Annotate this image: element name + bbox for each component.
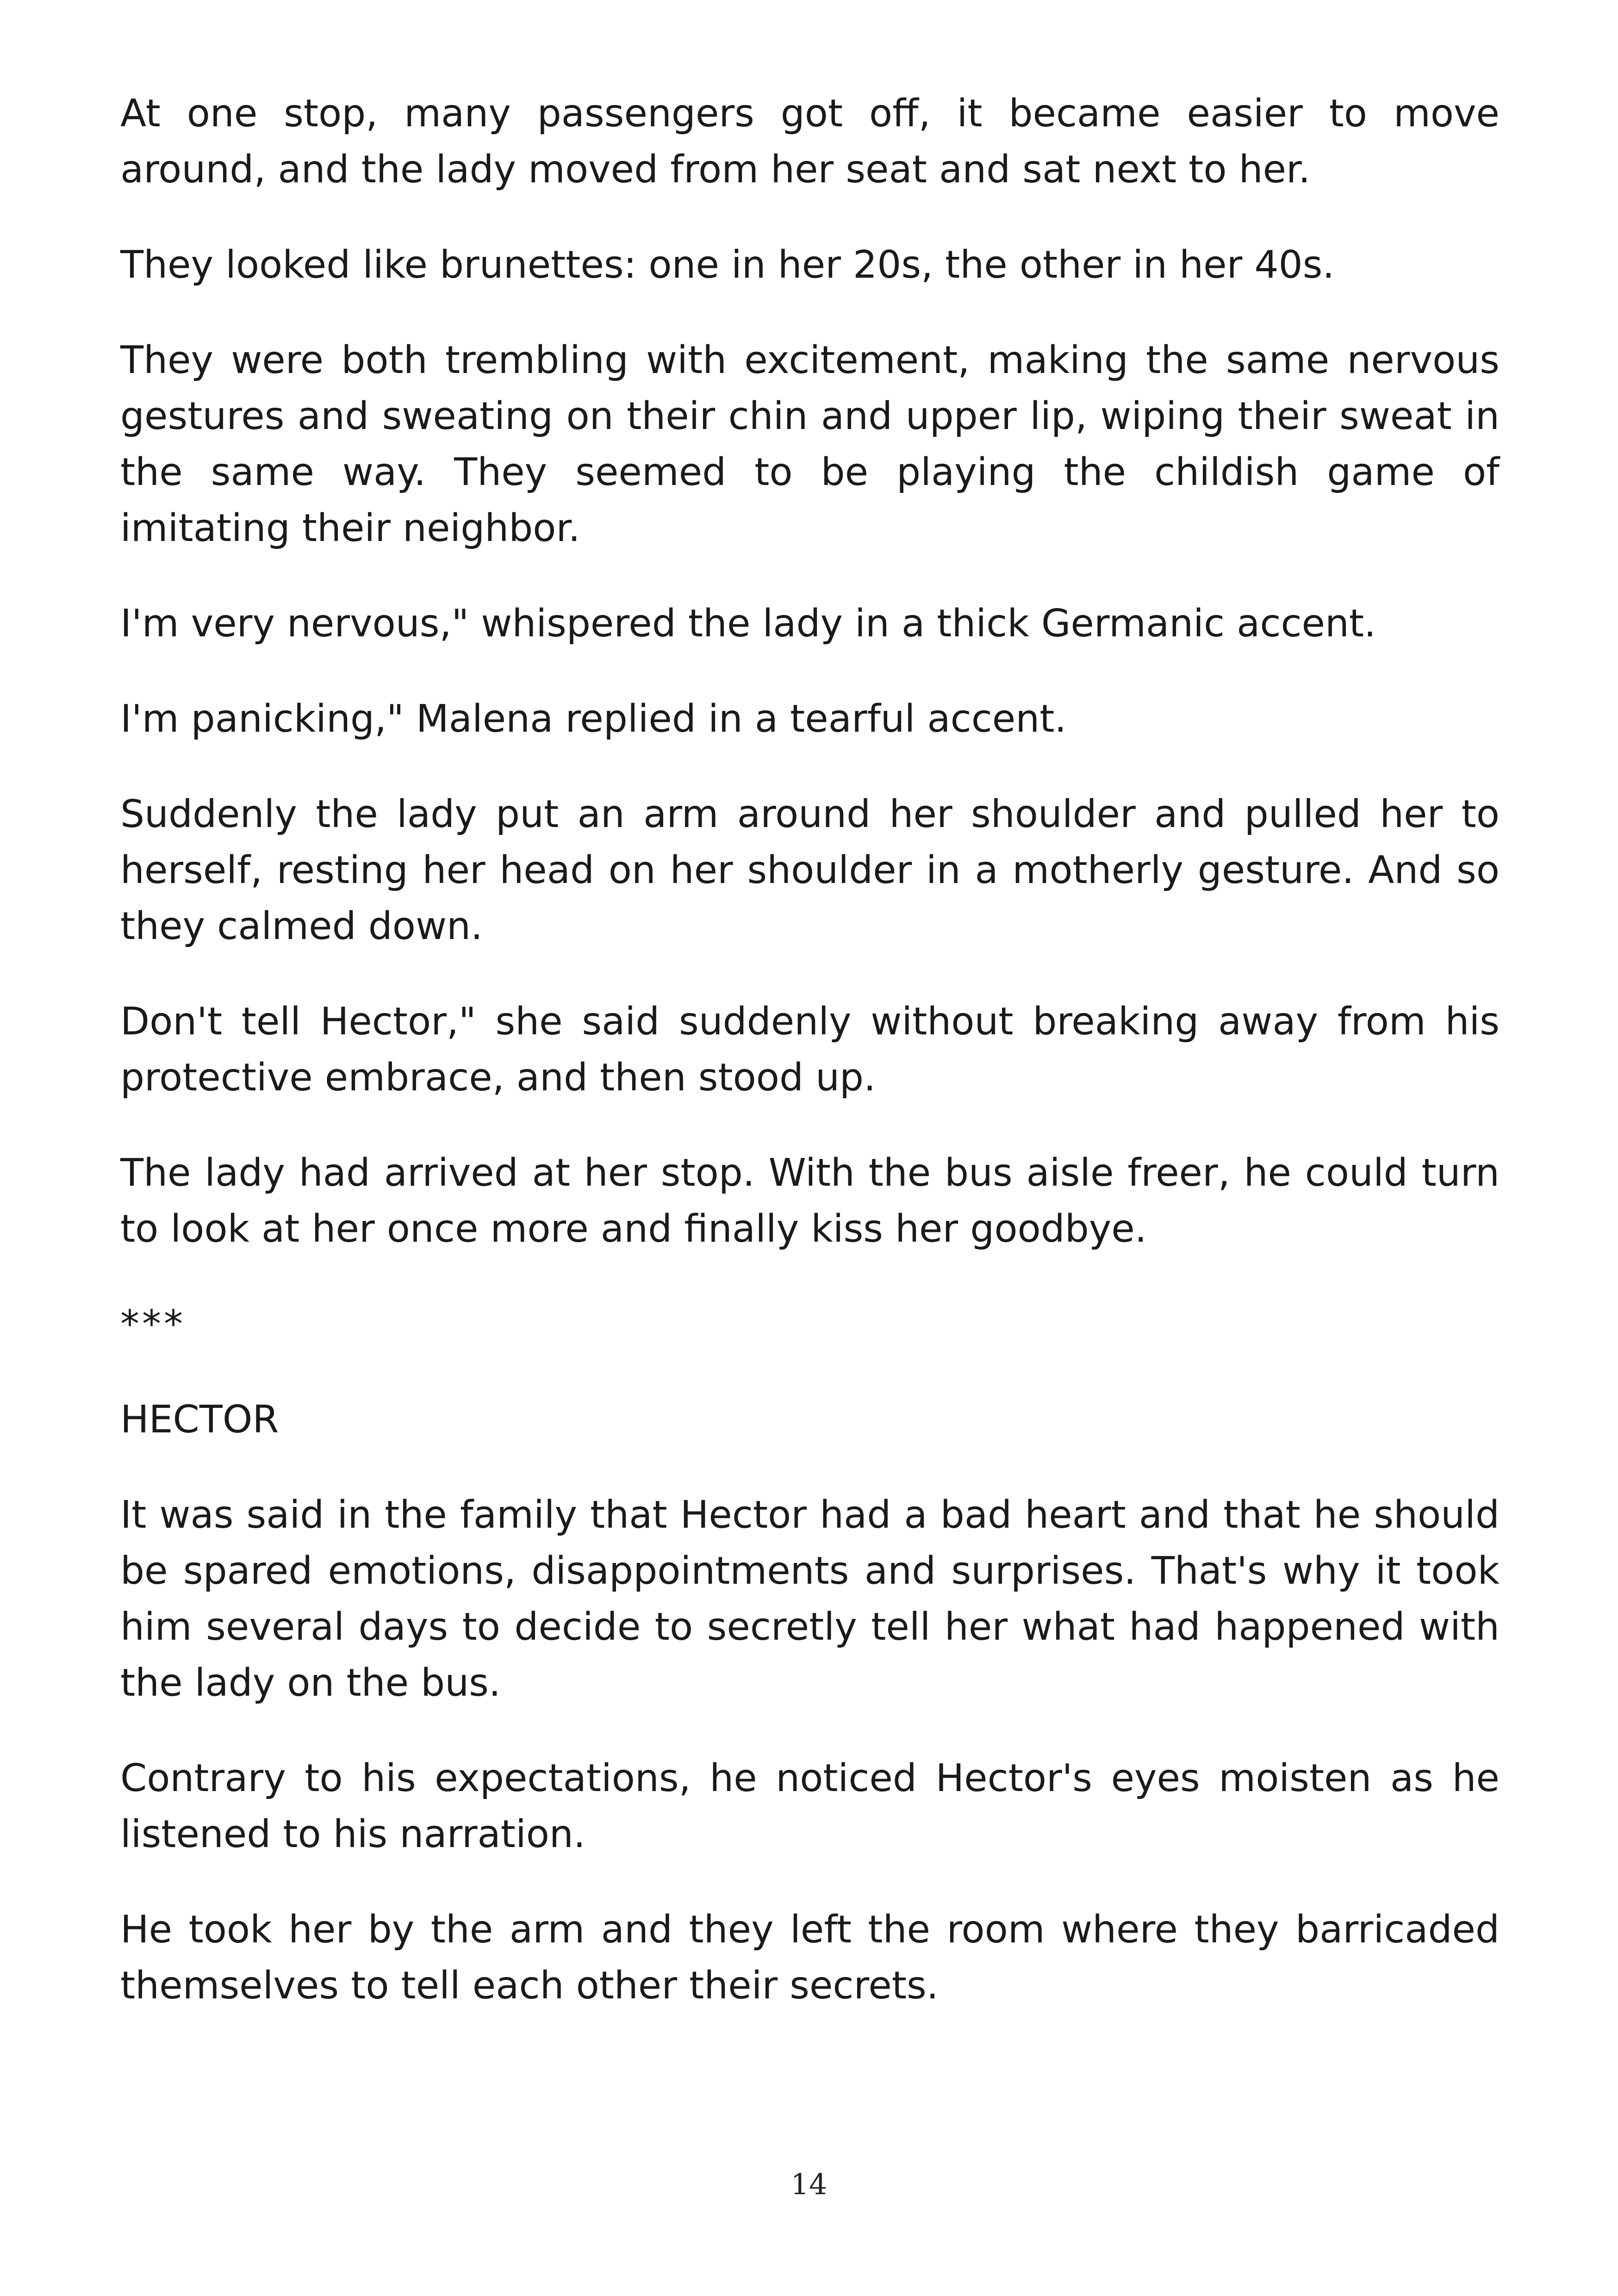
paragraph: They were both trembling with excitement, making the same nervous gestures and sweating on their chin and upper lip, wiping their sweat in the same way. They seemed to be playing the childish game of imitating their neighbor. xyxy=(120,338,1500,550)
paragraph: I'm panicking," Malena replied in a tearful accent. xyxy=(120,697,1067,741)
page-number: 14 xyxy=(790,2167,828,2201)
paragraph: I'm very nervous," whispered the lady in a thick Germanic accent. xyxy=(120,602,1376,646)
paragraph: Contrary to his expectations, he noticed Hector's eyes moisten as he listened to his narration. xyxy=(120,1756,1500,1856)
document-page xyxy=(120,86,1500,2053)
paragraph: It was said in the family that Hector had a bad heart and that he should be spared emotions, disappointments and surprises. That's why it took him several days to decide to secretly tell her what had happened with the lady on the bus. xyxy=(120,1493,1500,1705)
paragraph: He took her by the arm and they left the room where they barricaded themselves to tell each other their secrets. xyxy=(120,1908,1500,2008)
paragraph: The lady had arrived at her stop. With the bus aisle freer, he could turn to look at her once more and finally kiss her goodbye. xyxy=(120,1151,1500,1251)
paragraph: Don't tell Hector," she said suddenly without breaking away from his protective embrace, and then stood up. xyxy=(120,1000,1500,1100)
section-heading: HECTOR xyxy=(120,1398,279,1442)
section-separator: *** xyxy=(120,1302,186,1346)
paragraph: Suddenly the lady put an arm around her shoulder and pulled her to herself, resting her head on her shoulder in a motherly gesture. And so they calmed down. xyxy=(120,792,1500,948)
paragraph: They looked like brunettes: one in her 20s, the other in her 40s. xyxy=(120,243,1335,287)
paragraph: At one stop, many passengers got off, it became easier to move around, and the lady moved from her seat and sat next to her. xyxy=(120,92,1500,192)
